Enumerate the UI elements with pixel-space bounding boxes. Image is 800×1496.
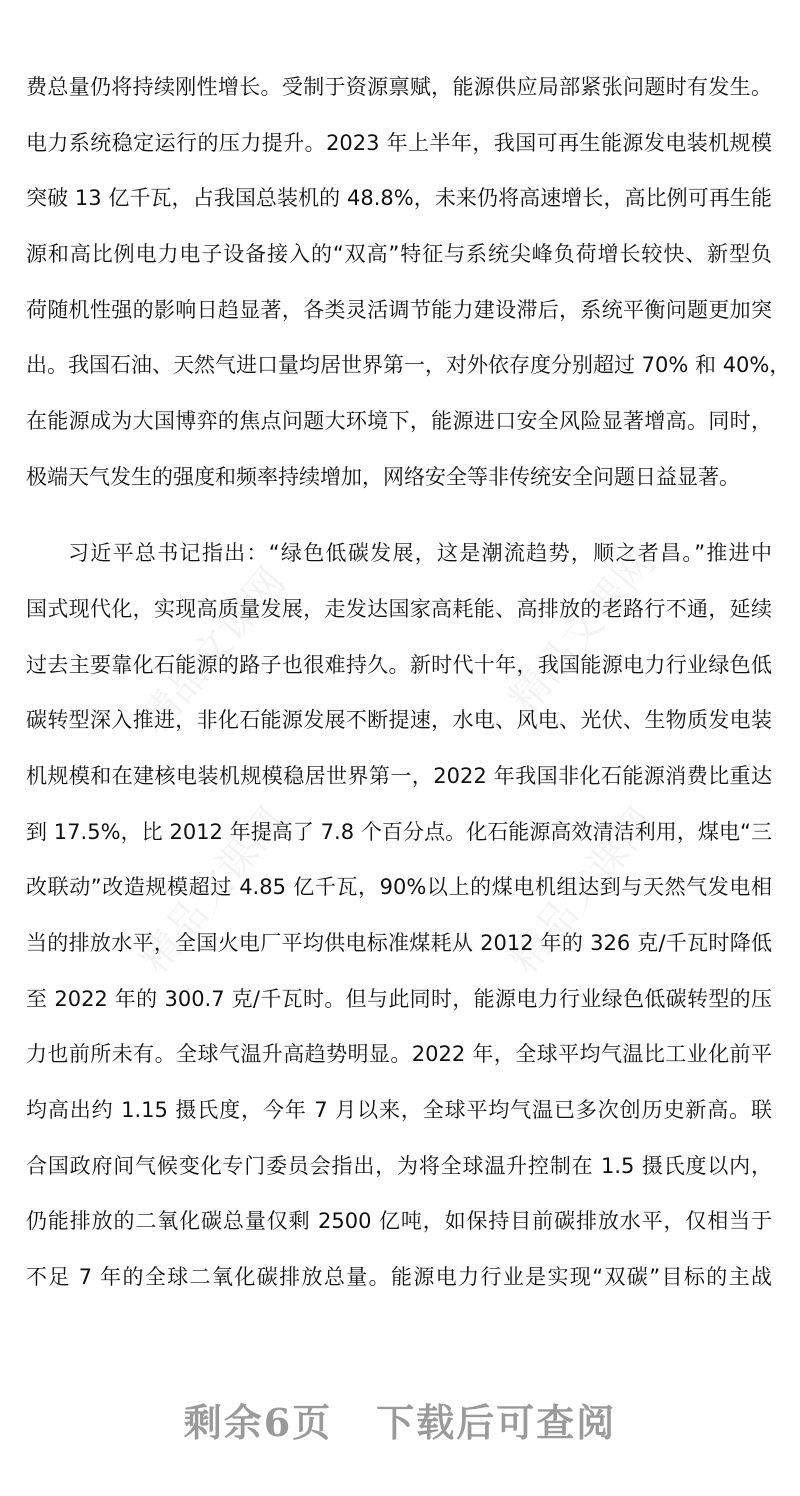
text-line: 到 17.5%，比 2012 年提高了 7.8 个百分点。化石能源高效清洁利用，煤电“三 [26,820,772,844]
watermark-text: 精品文课网 [130,799,295,983]
text-line: 至 2022 年的 300.7 克/千瓦时。但与此同时，能源电力行业绿色低碳转型的压 [26,987,772,1011]
text-line: 力也前所未有。全球气温升高趋势明显。2022 年，全球平均气温比工业化前平 [26,1042,772,1066]
text-line: 出。我国石油、天然气进口量均居世界第一，对外依存度分别超过 70% 和 40%， [26,353,791,377]
text-line: 当的排放水平，全国火电厂平均供电标准煤耗从 2012 年的 326 克/千瓦时降低 [26,931,772,955]
download-prompt[interactable] [0,1392,800,1447]
text-line: 源和高比例电力电子设备接入的“双高”特征与系统尖峰负荷增长较快、新型负 [26,242,772,266]
watermark-text: 精品文课网 [500,539,665,723]
text-line: 在能源成为大国博弈的焦点问题大环境下，能源进口安全风险显著增高。同时， [26,409,772,433]
text-line: 国式现代化，实现高质量发展，走发达国家高耗能、高排放的老路行不通，延续 [26,597,772,621]
remaining-pages-label: 剩余6页 [183,1400,333,1445]
text-line: 费总量仍将持续刚性增长。受制于资源禀赋，能源供应局部紧张问题时有发生。 [26,75,772,99]
text-line: 机规模和在建核电装机规模稳居世界第一，2022 年我国非化石能源消费比重达 [26,764,772,788]
text-line: 突破 13 亿千瓦，占我国总装机的 48.8%，未来仍将高速增长，高比例可再生能 [26,186,772,210]
text-line: 均高出约 1.15 摄氏度，今年 7 月以来，全球平均气温已多次创历史新高。联 [26,1098,772,1122]
download-label: 下载后可查阅 [376,1400,617,1445]
text-line: 习近平总书记指出：“绿色低碳发展，这是潮流趋势，顺之者昌。”推进中 [68,541,772,565]
text-line: 荷随机性强的影响日趋显著，各类灵活调节能力建设滞后，系统平衡问题更加突 [26,298,772,322]
text-line: 不足 7 年的全球二氧化碳排放总量。能源电力行业是实现“双碳”目标的主战 [26,1265,772,1289]
text-line: 改联动”改造规模超过 4.85 亿千瓦，90%以上的煤电机组达到与天然气发电相 [26,875,772,899]
watermark-text: 精品文课网 [500,799,665,983]
text-line: 仍能排放的二氧化碳总量仅剩 2500 亿吨，如保持目前碳排放水平，仅相当于 [26,1209,772,1233]
text-line: 极端天气发生的强度和频率持续增加，网络安全等非传统安全问题日益显著。 [26,465,740,489]
text-line: 碳转型深入推进，非化石能源发展不断提速，水电、风电、光伏、生物质发电装 [26,708,772,732]
watermark-text: 精品文课网 [130,559,295,743]
text-line: 过去主要靠化石能源的路子也很难持久。新时代十年，我国能源电力行业绿色低 [26,653,772,677]
text-line: 合国政府间气候变化专门委员会指出，为将全球温升控制在 1.5 摄氏度以内， [26,1154,772,1178]
text-line: 电力系统稳定运行的压力提升。2023 年上半年，我国可再生能源发电装机规模 [26,131,772,155]
